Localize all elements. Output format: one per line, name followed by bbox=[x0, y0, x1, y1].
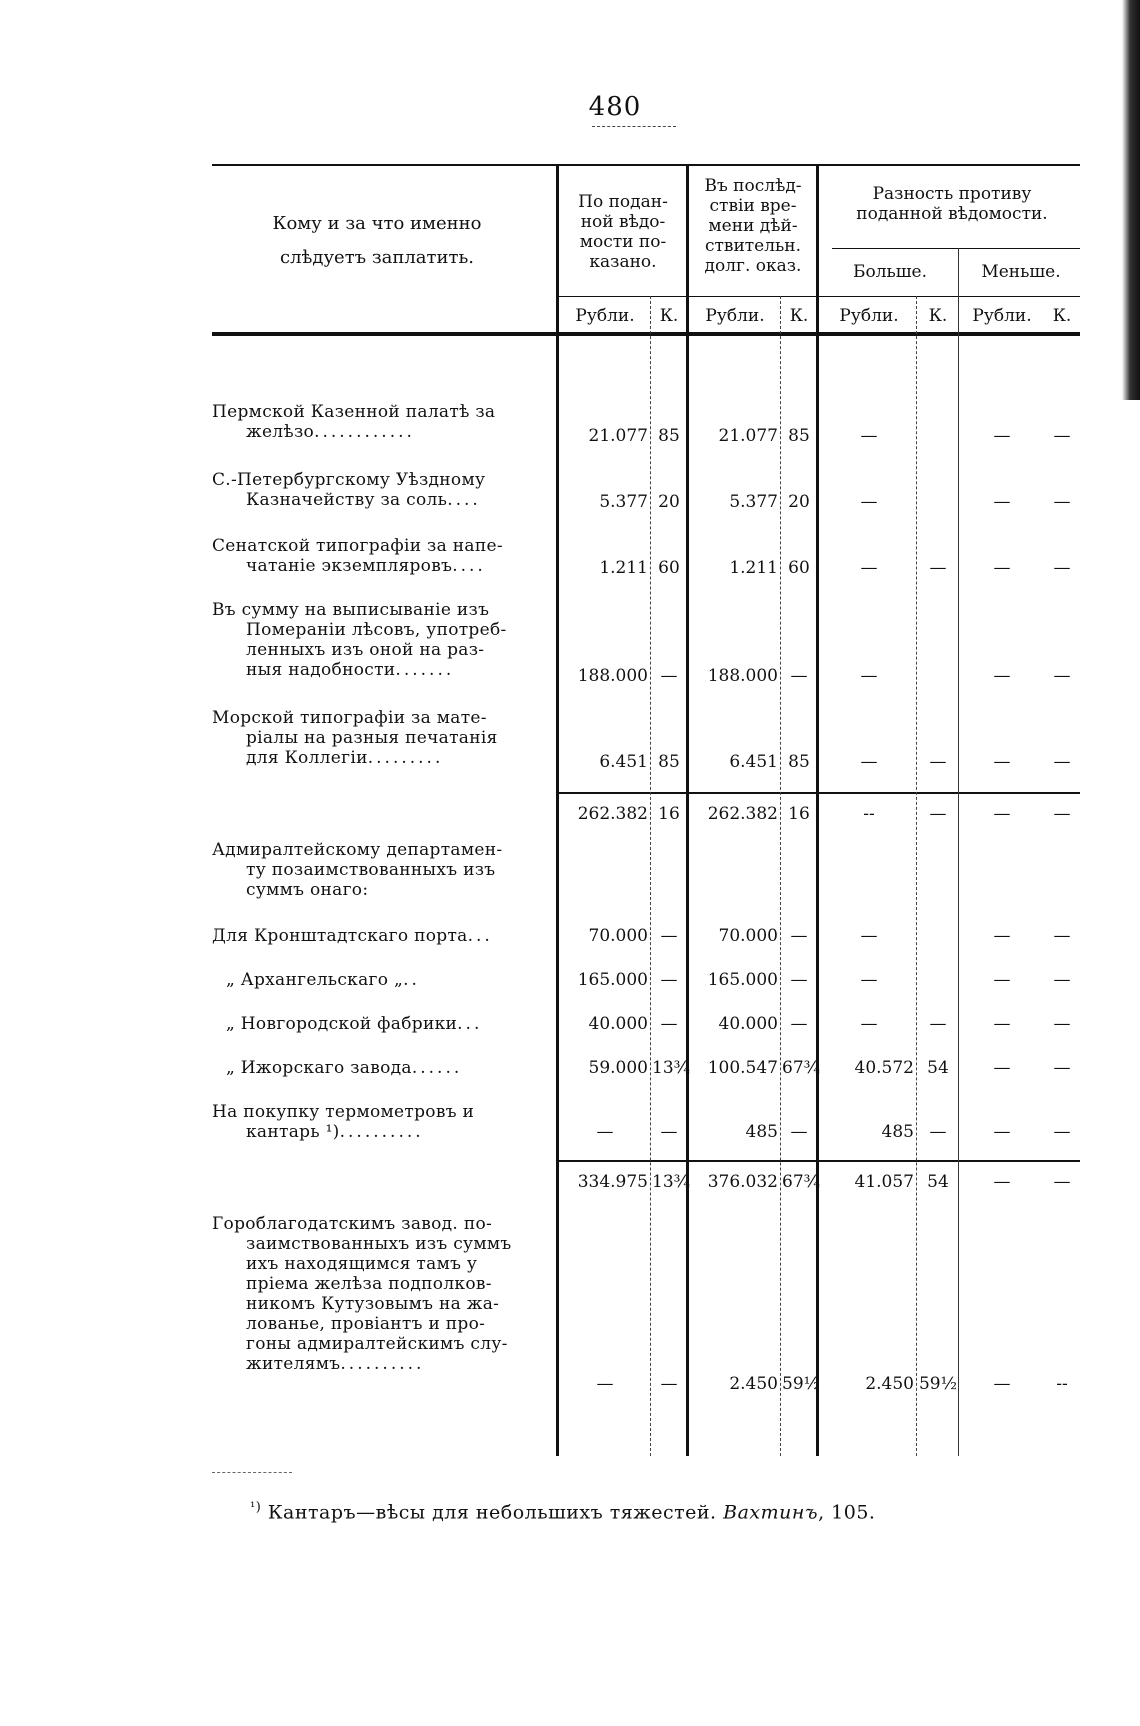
difference-subheader-rule bbox=[832, 248, 1080, 249]
row-description bbox=[212, 536, 542, 576]
header-actual-line: ствительн. bbox=[704, 236, 802, 256]
header-declared-line: ной вѣдо- bbox=[580, 212, 666, 232]
row-description bbox=[212, 1102, 542, 1142]
desc-line: лованье, провіантъ и про- bbox=[246, 1314, 486, 1334]
more-rubles: — bbox=[860, 970, 878, 990]
desc-line: Помераніи лѣсовъ, употреб- bbox=[246, 620, 507, 640]
declared-kopecks: — bbox=[660, 1122, 678, 1142]
desc-line: Морской типографіи за мате- bbox=[212, 708, 487, 728]
declared-rubles: 262.382 bbox=[577, 804, 648, 824]
actual-rubles: 21.077 bbox=[718, 426, 778, 446]
desc-line: „ Новгородской фабрики bbox=[226, 1014, 458, 1034]
more-kopecks: 54 bbox=[927, 1058, 949, 1078]
actual-rubles: 6.451 bbox=[729, 752, 778, 772]
more-kopecks: — bbox=[929, 1122, 947, 1142]
desc-line: Сенатской типографіи за напе- bbox=[212, 536, 503, 556]
actual-kopecks: — bbox=[790, 970, 808, 990]
dot-leader: ...... bbox=[411, 1058, 463, 1078]
header-more: Больше. bbox=[852, 262, 928, 282]
header-less: Меньше. bbox=[981, 262, 1061, 282]
declared-kopecks: — bbox=[660, 926, 678, 946]
desc-line: заимствованныхъ изъ суммъ bbox=[246, 1234, 512, 1254]
more-rubles: — bbox=[860, 752, 878, 772]
less-kopecks: — bbox=[1053, 1122, 1071, 1142]
desc-line: „ Ижорскаго завода bbox=[226, 1058, 412, 1078]
desc-line: Казначейству за соль bbox=[246, 490, 448, 510]
actual-kopecks: 60 bbox=[788, 558, 810, 578]
actual-rubles: 40.000 bbox=[718, 1014, 778, 1034]
dot-leader: ............ bbox=[314, 422, 415, 442]
unit-rubles: Рубли. bbox=[972, 306, 1032, 326]
actual-rubles: 485 bbox=[745, 1122, 778, 1142]
more-kopecks: 59½ bbox=[918, 1374, 958, 1394]
desc-line: ихъ находящимся тамъ у bbox=[246, 1254, 478, 1274]
declared-rubles: 1.211 bbox=[599, 558, 648, 578]
page-number: 480 bbox=[588, 92, 642, 122]
declared-kopecks: — bbox=[660, 970, 678, 990]
actual-rubles: 100.547 bbox=[707, 1058, 778, 1078]
declared-kopecks: — bbox=[660, 1374, 678, 1394]
less-rubles: — bbox=[993, 804, 1011, 824]
desc-line: жителямъ bbox=[246, 1354, 341, 1374]
more-rubles: — bbox=[860, 1014, 878, 1034]
less-rubles: — bbox=[993, 1122, 1011, 1142]
col-divider-actual-kopecks bbox=[780, 296, 781, 1456]
more-kopecks: — bbox=[929, 752, 947, 772]
more-rubles: 2.450 bbox=[865, 1374, 914, 1394]
declared-rubles: 70.000 bbox=[588, 926, 648, 946]
less-rubles: — bbox=[993, 492, 1011, 512]
unit-kopecks: К. bbox=[928, 306, 948, 326]
less-rubles: — bbox=[993, 1374, 1011, 1394]
declared-rubles: 40.000 bbox=[588, 1014, 648, 1034]
actual-kopecks: — bbox=[790, 1014, 808, 1034]
col-divider-more-kopecks bbox=[916, 296, 917, 1456]
row-description bbox=[212, 1214, 542, 1374]
less-rubles: — bbox=[993, 1172, 1011, 1192]
more-kopecks: 54 bbox=[927, 1172, 949, 1192]
less-kopecks: — bbox=[1053, 926, 1071, 946]
subtotal1-rule bbox=[558, 792, 1080, 794]
dot-leader: ... bbox=[467, 926, 493, 946]
actual-rubles: 1.211 bbox=[729, 558, 778, 578]
scan-edge-shadow bbox=[1122, 0, 1140, 400]
less-kopecks: — bbox=[1053, 426, 1071, 446]
desc-line: для Коллегіи bbox=[246, 748, 368, 768]
dot-leader: ... bbox=[457, 1014, 483, 1034]
row-description bbox=[212, 600, 542, 680]
less-kopecks: — bbox=[1053, 558, 1071, 578]
actual-rubles: 188.000 bbox=[707, 666, 778, 686]
header-description-line2: слѣдуетъ заплатить. bbox=[280, 247, 474, 268]
desc-line: Для Кронштадтскаго порта bbox=[212, 926, 468, 946]
actual-kopecks: 67¾ bbox=[782, 1058, 821, 1078]
units-top-rule bbox=[558, 296, 1080, 297]
desc-line: ту позаимствованныхъ изъ bbox=[246, 860, 496, 880]
less-kopecks: — bbox=[1053, 1058, 1071, 1078]
table-bottom-dash bbox=[212, 1472, 292, 1473]
actual-kopecks: 20 bbox=[788, 492, 810, 512]
table-top-rule bbox=[212, 164, 1080, 166]
more-rubles: 41.057 bbox=[854, 1172, 914, 1192]
more-rubles: — bbox=[860, 426, 878, 446]
header-difference-line: Разность противу bbox=[872, 184, 1032, 204]
dot-leader: .......... bbox=[340, 1354, 425, 1374]
actual-rubles: 376.032 bbox=[707, 1172, 778, 1192]
admiralty-heading bbox=[212, 840, 542, 900]
desc-line: кантарь ¹) bbox=[246, 1122, 340, 1142]
declared-rubles: — bbox=[596, 1374, 614, 1394]
more-rubles: — bbox=[860, 926, 878, 946]
actual-kopecks: 16 bbox=[788, 804, 810, 824]
more-rubles: — bbox=[860, 666, 878, 686]
declared-rubles: — bbox=[596, 1122, 614, 1142]
header-description-line1: Кому и за что именно bbox=[272, 213, 482, 234]
declared-kopecks: 13¾ bbox=[652, 1058, 691, 1078]
header-difference-line: поданной вѣдомости. bbox=[856, 204, 1048, 224]
dot-leader: ....... bbox=[395, 660, 455, 680]
actual-kopecks: 67¾ bbox=[782, 1172, 821, 1192]
col-divider-actual bbox=[816, 166, 819, 1456]
desc-line: чатаніе экземпляровъ bbox=[246, 556, 453, 576]
more-rubles: -- bbox=[863, 804, 875, 824]
actual-kopecks: 59½ bbox=[782, 1374, 821, 1394]
footnote-text: Кантаръ—вѣсы для небольшихъ тяжестей. bbox=[267, 1501, 717, 1524]
accounts-table bbox=[212, 164, 1080, 1464]
actual-rubles: 70.000 bbox=[718, 926, 778, 946]
less-kopecks: — bbox=[1053, 1172, 1071, 1192]
desc-line: ріалы на разныя печатанія bbox=[246, 728, 498, 748]
desc-line: Въ сумму на выписываніе изъ bbox=[212, 600, 490, 620]
footnote-page-ref: , 105. bbox=[818, 1501, 876, 1524]
desc-line: „ Архангельскаго „ bbox=[226, 970, 404, 990]
more-kopecks: — bbox=[929, 558, 947, 578]
row-description bbox=[212, 926, 542, 946]
row-description bbox=[212, 1014, 556, 1034]
desc-line: никомъ Кутузовымъ на жа- bbox=[246, 1294, 500, 1314]
declared-rubles: 5.377 bbox=[599, 492, 648, 512]
subtotal2-rule bbox=[558, 1160, 1080, 1162]
less-kopecks: — bbox=[1053, 666, 1071, 686]
more-rubles: 40.572 bbox=[854, 1058, 914, 1078]
desc-line: С.-Петербургскому Уѣздному bbox=[212, 470, 486, 490]
unit-kopecks: К. bbox=[659, 306, 679, 326]
desc-line: суммъ онаго: bbox=[246, 880, 369, 900]
actual-rubles: 165.000 bbox=[707, 970, 778, 990]
header-actual-line: долг. оказ. bbox=[704, 256, 802, 276]
header-declared bbox=[562, 192, 684, 272]
declared-kopecks: 16 bbox=[658, 804, 680, 824]
desc-line: Пермской Казенной палатѣ за bbox=[212, 402, 496, 422]
col-divider-declared-kopecks bbox=[650, 296, 651, 1456]
unit-kopecks: К. bbox=[789, 306, 809, 326]
row-description bbox=[212, 708, 542, 768]
page-number-rule bbox=[592, 126, 676, 127]
actual-rubles: 262.382 bbox=[707, 804, 778, 824]
col-divider-more-less bbox=[958, 248, 959, 1456]
header-difference bbox=[824, 184, 1080, 224]
row-description bbox=[212, 970, 556, 990]
actual-rubles: 2.450 bbox=[729, 1374, 778, 1394]
declared-kopecks: 85 bbox=[658, 752, 680, 772]
dot-leader: ......... bbox=[367, 748, 444, 768]
actual-kopecks: 85 bbox=[788, 426, 810, 446]
actual-kopecks: — bbox=[790, 1122, 808, 1142]
less-rubles: — bbox=[993, 752, 1011, 772]
less-rubles: — bbox=[993, 558, 1011, 578]
more-kopecks: — bbox=[929, 804, 947, 824]
declared-rubles: 188.000 bbox=[577, 666, 648, 686]
dot-leader: .. bbox=[403, 970, 420, 990]
declared-kopecks: — bbox=[660, 666, 678, 686]
declared-kopecks: 85 bbox=[658, 426, 680, 446]
actual-kopecks: 85 bbox=[788, 752, 810, 772]
less-rubles: — bbox=[993, 426, 1011, 446]
more-rubles: — bbox=[860, 558, 878, 578]
declared-rubles: 21.077 bbox=[588, 426, 648, 446]
more-rubles: 485 bbox=[881, 1122, 914, 1142]
dot-leader: .......... bbox=[339, 1122, 424, 1142]
less-kopecks: — bbox=[1053, 970, 1071, 990]
less-kopecks: — bbox=[1053, 1014, 1071, 1034]
col-divider-declared bbox=[686, 166, 689, 1456]
header-declared-line: мости по- bbox=[579, 232, 667, 252]
header-declared-line: казано. bbox=[589, 252, 657, 272]
header-actual bbox=[692, 176, 814, 276]
desc-line: пріема желѣза подполков- bbox=[246, 1274, 492, 1294]
unit-kopecks: К. bbox=[1052, 306, 1072, 326]
actual-kopecks: — bbox=[790, 926, 808, 946]
desc-line: ленныхъ изъ оной на раз- bbox=[246, 640, 485, 660]
declared-rubles: 165.000 bbox=[577, 970, 648, 990]
unit-rubles: Рубли. bbox=[575, 306, 635, 326]
header-actual-line: мени дѣй- bbox=[708, 216, 798, 236]
unit-rubles: Рубли. bbox=[839, 306, 899, 326]
dot-leader: .... bbox=[452, 556, 486, 576]
less-rubles: — bbox=[993, 970, 1011, 990]
desc-line: ныя надобности bbox=[246, 660, 396, 680]
header-declared-line: По подан- bbox=[578, 192, 668, 212]
declared-rubles: 6.451 bbox=[599, 752, 648, 772]
col-divider-description bbox=[556, 166, 559, 1456]
row-description bbox=[212, 402, 542, 442]
declared-kopecks: 13¾ bbox=[652, 1172, 691, 1192]
more-kopecks: — bbox=[929, 1014, 947, 1034]
unit-rubles: Рубли. bbox=[705, 306, 765, 326]
desc-line: Адмиралтейскому департамен- bbox=[212, 840, 503, 860]
less-kopecks: -- bbox=[1056, 1374, 1068, 1394]
desc-line: Гороблагодатскимъ завод. по- bbox=[212, 1214, 493, 1234]
declared-kopecks: 60 bbox=[658, 558, 680, 578]
footnote-source: Вахтинъ bbox=[723, 1501, 819, 1524]
actual-rubles: 5.377 bbox=[729, 492, 778, 512]
declared-rubles: 334.975 bbox=[577, 1172, 648, 1192]
desc-line: На покупку термометровъ и bbox=[212, 1102, 475, 1122]
less-kopecks: — bbox=[1053, 492, 1071, 512]
declared-kopecks: — bbox=[660, 1014, 678, 1034]
less-rubles: — bbox=[993, 1058, 1011, 1078]
header-description bbox=[212, 214, 542, 268]
row-description bbox=[212, 470, 542, 510]
footnote bbox=[250, 1500, 875, 1523]
desc-line: гоны адмиралтейскимъ слу- bbox=[246, 1334, 508, 1354]
header-actual-line: ствіи вре- bbox=[709, 196, 797, 216]
desc-line: желѣзо bbox=[246, 422, 315, 442]
more-rubles: — bbox=[860, 492, 878, 512]
declared-kopecks: 20 bbox=[658, 492, 680, 512]
less-kopecks: — bbox=[1053, 804, 1071, 824]
header-bottom-rule bbox=[212, 332, 1080, 336]
less-rubles: — bbox=[993, 666, 1011, 686]
declared-rubles: 59.000 bbox=[588, 1058, 648, 1078]
less-rubles: — bbox=[993, 926, 1011, 946]
less-kopecks: — bbox=[1053, 752, 1071, 772]
less-rubles: — bbox=[993, 1014, 1011, 1034]
actual-kopecks: — bbox=[790, 666, 808, 686]
header-actual-line: Въ послѣд- bbox=[704, 176, 802, 196]
row-description bbox=[212, 1058, 556, 1078]
footnote-marker: ¹) bbox=[250, 1500, 262, 1515]
dot-leader: .... bbox=[447, 490, 481, 510]
